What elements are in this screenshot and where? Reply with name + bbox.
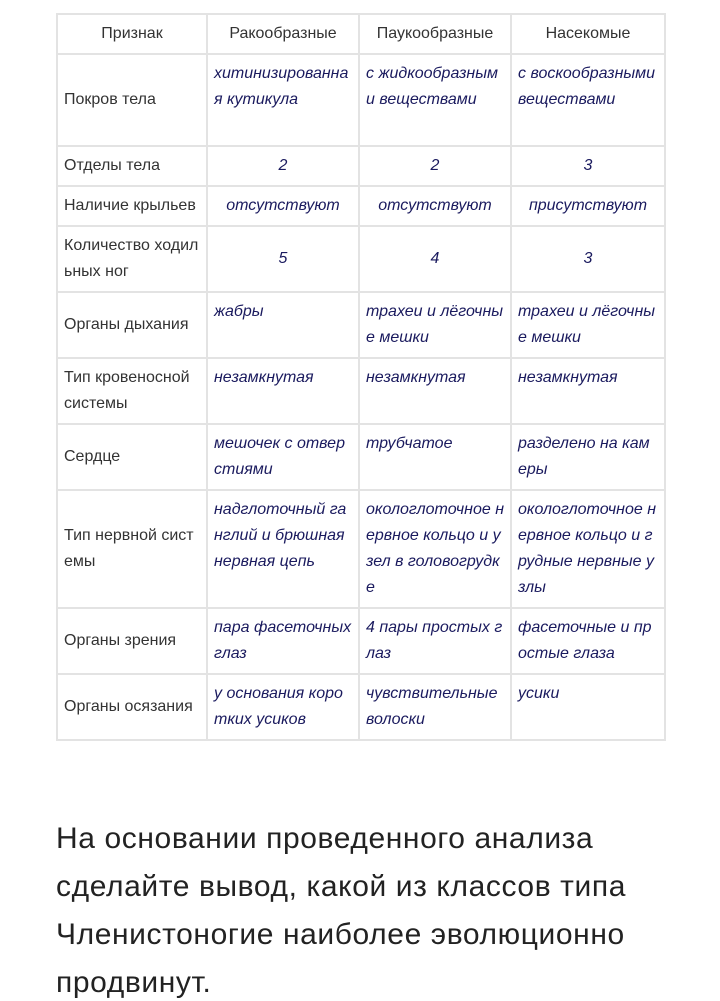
header-crustaceans: Ракообразные: [207, 14, 359, 54]
header-feature: Признак: [57, 14, 207, 54]
row-feature: Наличие крыльев: [57, 186, 207, 226]
table-header-row: [57, 14, 665, 54]
cell-crustaceans: 2: [207, 146, 359, 186]
table-row: [57, 54, 665, 146]
cell-insects: фасеточные и простые глаза: [511, 608, 665, 674]
header-arachnids: Паукообразные: [359, 14, 511, 54]
cell-crustaceans: хитинизированная кутикула: [207, 54, 359, 146]
cell-arachnids: с жидкообразными веществами: [359, 54, 511, 146]
cell-insects: незамкнутая: [511, 358, 665, 424]
row-feature: Органы осязания: [57, 674, 207, 740]
table-row: [57, 674, 665, 740]
cell-arachnids: незамкнутая: [359, 358, 511, 424]
cell-insects: разделено на камеры: [511, 424, 665, 490]
row-feature: Покров тела: [57, 54, 207, 146]
cell-insects: присутствуют: [511, 186, 665, 226]
cell-arachnids: трахеи и лёгочные мешки: [359, 292, 511, 358]
cell-crustaceans: надглоточный ганглий и брюшная нервная цепь: [207, 490, 359, 608]
cell-crustaceans: незамкнутая: [207, 358, 359, 424]
header-insects: Насекомые: [511, 14, 665, 54]
cell-insects: окологлоточное нервное кольцо и грудные нервные узлы: [511, 490, 665, 608]
table-row: [57, 226, 665, 292]
cell-crustaceans: отсутствуют: [207, 186, 359, 226]
arthropod-comparison-table: [56, 13, 666, 741]
row-feature: Тип кровеносной системы: [57, 358, 207, 424]
table-row: [57, 608, 665, 674]
row-feature: Отделы тела: [57, 146, 207, 186]
cell-crustaceans: у основания коротких усиков: [207, 674, 359, 740]
table-row: [57, 292, 665, 358]
conclusion-paragraph: На основании проведенного анализа сделайте вывод, какой из классов типа Членистоногие наиболее эволюционно продвинут.: [56, 822, 626, 999]
cell-arachnids: трубчатое: [359, 424, 511, 490]
cell-arachnids: 4 пары простых глаз: [359, 608, 511, 674]
row-feature: Сердце: [57, 424, 207, 490]
cell-arachnids: отсутствуют: [359, 186, 511, 226]
cell-arachnids: 2: [359, 146, 511, 186]
row-feature: Органы зрения: [57, 608, 207, 674]
row-feature: Тип нервной системы: [57, 490, 207, 608]
cell-insects: 3: [511, 146, 665, 186]
cell-insects: трахеи и лёгочные мешки: [511, 292, 665, 358]
cell-crustaceans: мешочек с отверстиями: [207, 424, 359, 490]
table-row: [57, 358, 665, 424]
cell-insects: 3: [511, 226, 665, 292]
table-row: [57, 424, 665, 490]
cell-crustaceans: жабры: [207, 292, 359, 358]
table-row: [57, 490, 665, 608]
cell-insects: с воскообразными веществами: [511, 54, 665, 146]
cell-arachnids: 4: [359, 226, 511, 292]
cell-arachnids: окологлоточное нервное кольцо и узел в головогрудке: [359, 490, 511, 608]
cell-crustaceans: 5: [207, 226, 359, 292]
cell-arachnids: чувствительные волоски: [359, 674, 511, 740]
table-row: [57, 186, 665, 226]
cell-insects: усики: [511, 674, 665, 740]
row-feature: Количество ходильных ног: [57, 226, 207, 292]
cell-crustaceans: пара фасеточных глаз: [207, 608, 359, 674]
row-feature: Органы дыхания: [57, 292, 207, 358]
table-row: [57, 146, 665, 186]
